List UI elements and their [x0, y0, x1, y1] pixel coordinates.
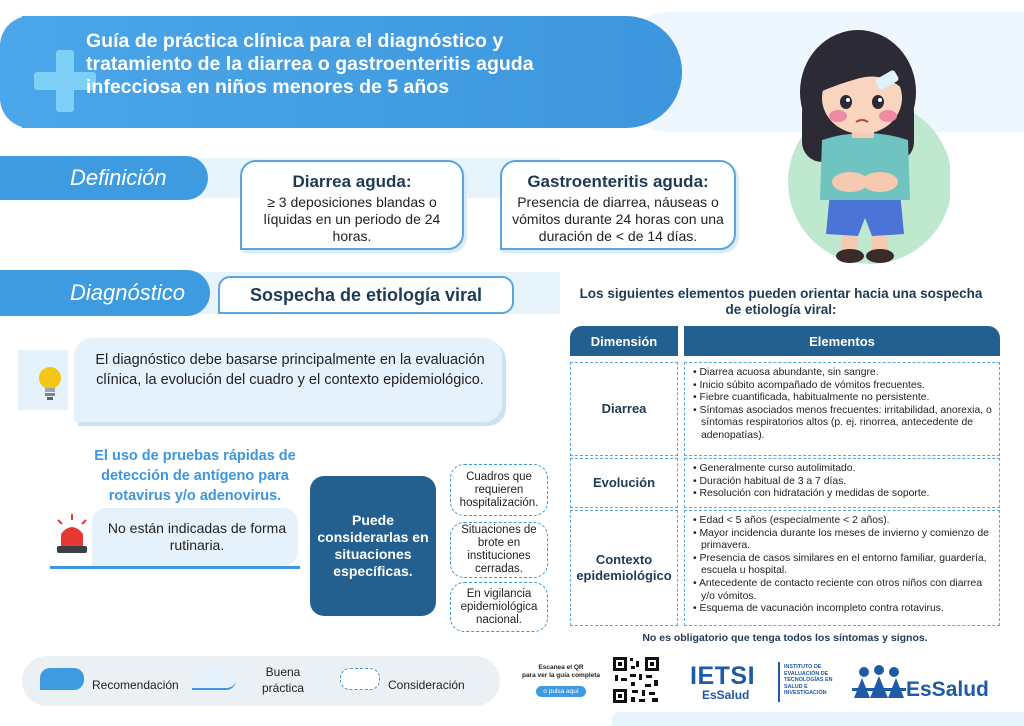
definition-gastro-title: Gastroenteritis aguda: [527, 172, 709, 191]
title-line-1: Guía de práctica clínica para el diagnóstico y [86, 30, 504, 52]
page-title [86, 30, 666, 99]
list-item: • Mayor incidencia durante los meses de invierno y comienzo de primavera. [693, 528, 993, 553]
table-row-diarrea-dimension: Diarrea [570, 362, 678, 456]
section-diagnostico-label: Diagnóstico [70, 280, 185, 305]
rapid-tests-underline [50, 566, 300, 569]
table-row-evolucion-dimension: Evolución [570, 458, 678, 508]
list-item: • Generalmente curso autolimitado. [693, 463, 993, 476]
list-item: • Síntomas asociados menos frecuentes: irritabilidad, anorexia, o síntomas respiratorios altos (p. ej. rinorrea, antecedente de adenopatías). [693, 405, 993, 443]
table-row-contexto-elements [684, 510, 1000, 626]
section-definicion [0, 156, 208, 200]
legend-consideracion-swatch [340, 668, 380, 690]
ietsi-logo-subtitle: EsSalud [702, 688, 750, 702]
legend-recomendacion-swatch [40, 668, 84, 690]
legend-consideracion-label: Consideración [388, 678, 465, 692]
list-item: • Edad < 5 años (especialmente < 2 años). [693, 515, 993, 528]
legend-buena-practica-swatch [192, 668, 236, 690]
table-row-diarrea-elements [684, 362, 1000, 456]
definition-diarrea-text: ≥ 3 deposiciones blandas o líquidas en un periodo de 24 horas. [263, 194, 441, 244]
qr-link-button[interactable]: o pulsa aquí [536, 686, 586, 697]
legend-buena-line2: práctica [262, 681, 305, 695]
qr-instructions [520, 664, 602, 680]
qr-code-icon[interactable] [612, 656, 660, 704]
rapid-tests-text: No están indicadas de forma rutinaria. [107, 520, 287, 553]
list-item: • Resolución con hidratación y medidas de soporte. [693, 488, 993, 501]
essalud-logo: EsSalud [906, 678, 989, 701]
list-item: • Inicio súbito acompañado de vómitos frecuentes. [693, 380, 993, 393]
definition-gastro-box [500, 160, 736, 250]
section-definicion-label: Definición [70, 165, 167, 190]
situation-hospitalizacion: Cuadros que requieren hospitalización. [450, 464, 548, 516]
ietsi-description: INSTITUTO DE EVALUACIÓN DE TECNOLOGÍAS EN SALUD E INVESTIGACIÓN [784, 664, 833, 696]
table-row-contexto-dimension: Contexto epidemiológico [570, 510, 678, 626]
puede-considerarlas-box: Puede considerarlas en situaciones específicas. [310, 476, 436, 616]
ietsi-logo: IETSI [690, 662, 756, 690]
legend-recomendacion-label: Recomendación [92, 678, 179, 692]
situation-brote: Situaciones de brote en instituciones cerradas. [450, 522, 548, 578]
list-item: • Fiebre cuantificada, habitualmente no persistente. [693, 392, 993, 405]
qr-instructions-line2: para ver la guía completa [521, 672, 601, 679]
title-line-2: tratamiento de la diarrea o gastroenteritis aguda [86, 53, 534, 75]
list-item: • Presencia de casos similares en el entorno familiar, guardería, escuela u hospital. [693, 553, 993, 578]
situation-vigilancia: En vigilancia epidemiológica nacional. [450, 582, 548, 632]
definition-diarrea-title: Diarrea aguda: [292, 172, 412, 191]
alarm-siren-icon [52, 512, 92, 556]
legend-buena-practica-label [262, 664, 304, 696]
diagnostic-statement: El diagnóstico debe basarse principalmente en la evaluación clínica, la evolución del cuadro y el contexto epidemiológico. [95, 352, 485, 388]
list-item: • Antecedente de contacto reciente con otros niños con diarrea y/o vómitos. [693, 578, 993, 603]
legend-buena-line1: Buena [265, 665, 301, 679]
lightbulb-icon [30, 362, 70, 402]
table-header-dimension: Dimensión [570, 326, 678, 356]
table-title: Los siguientes elementos pueden orientar hacia una sospecha de etiología viral: [579, 286, 983, 317]
sick-child-illustration [780, 22, 950, 268]
essalud-family-icon [852, 664, 906, 700]
definition-gastro-text: Presencia de diarrea, náuseas o vómitos durante 24 horas con una duración de < de 14 días. [512, 194, 724, 244]
rapid-tests-heading: El uso de pruebas rápidas de detección de antígeno para rotavirus y/o adenovirus. [94, 448, 296, 504]
definition-diarrea-box [240, 160, 464, 250]
section-diagnostico [0, 270, 210, 316]
list-item: • Duración habitual de 3 a 7 días. [693, 476, 993, 489]
table-note: No es obligatorio que tenga todos los síntomas y signos. [642, 632, 928, 644]
sospecha-viral-heading: Sospecha de etiología viral [218, 276, 514, 314]
list-item: • Diarrea acuosa abundante, sin sangre. [693, 367, 993, 380]
qr-instructions-line1: Escanea el QR [538, 664, 584, 671]
table-header-elementos: Elementos [684, 326, 1000, 356]
title-line-3: infecciosa en niños menores de 5 años [86, 76, 450, 98]
table-row-evolucion-elements [684, 458, 1000, 508]
ietsi-divider [778, 662, 780, 702]
list-item: • Esquema de vacunación incompleto contra rotavirus. [693, 603, 993, 616]
